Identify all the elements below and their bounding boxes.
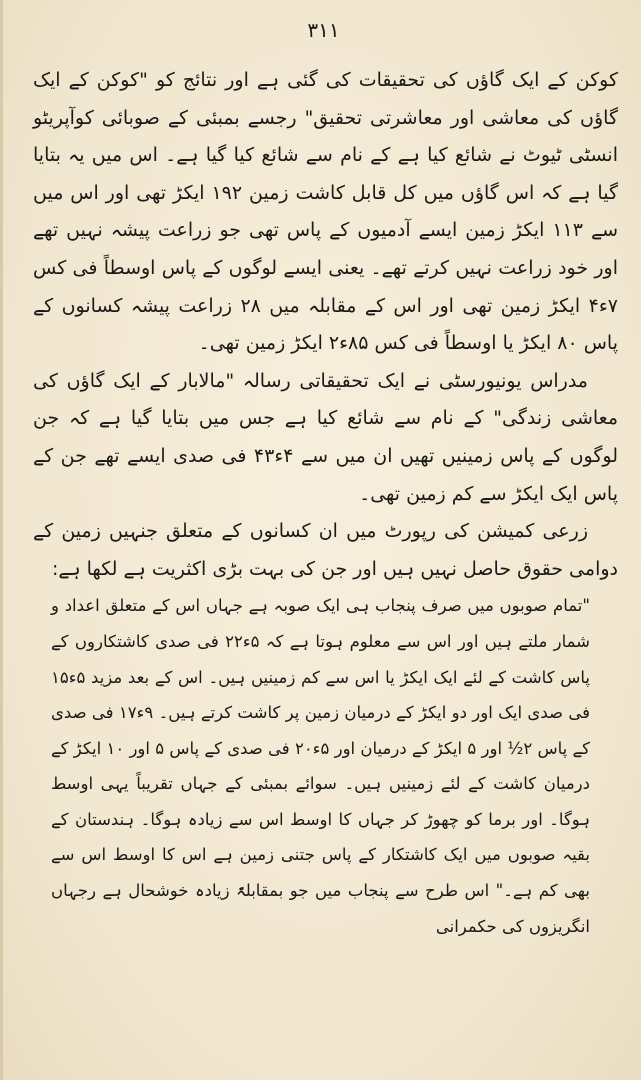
paragraph-agricultural-commission: زرعی کمیشن کی رپورٹ میں ان کسانوں کے متعلق جنہیں زمین کے دوامی حقوق حاصل نہیں ہیں اور جن کی بہت بڑی اکثریت ہے لکھا ہے: — [33, 520, 618, 580]
page-number: ۳۱۱ — [307, 18, 340, 42]
page-body — [33, 62, 618, 944]
paragraph-madras-university: مدراس یونیورسٹی نے ایک تحقیقاتی رسالہ "مالابار کے ایک گاؤں کی معاشی زندگی" کے نام سے شائع کیا ہے جس میں بتایا گیا ہے کہ جن لوگوں کے پاس زمینیں تھیں ان میں سے ۴ء۴۳ فی صدی ایسے تھے جن کے پاس ایک ایکڑ سے کم زمین تھی۔ — [33, 369, 618, 505]
quoted-report-passage: "تمام صوبوں میں صرف پنجاب ہی ایک صوبہ ہے جہاں اس کے متعلق اعداد و شمار ملتے ہیں اور اس سے معلوم ہوتا ہے کہ ۵ء۲۲ فی صدی کاشتکاروں کے پاس کاشت کے لئے ایک ایکڑ یا اس سے کم زمینیں ہیں۔ اس کے بعد مزید ۵ء۱۵ فی صدی ایک اور دو ایکڑ کے درمیان زمین پر کاشت کرتے ہیں۔ ۹ء۱۷ فی صدی کے پاس ۲½ اور ۵ ایکڑ کے درمیان اور ۵ء۲۰ فی صدی کے پاس ۵ اور ۱۰ ایکڑ کے درمیان کاشت کے لئے زمینیں ہیں۔ سوائے بمبئی کے جہاں تقریباً یہی اوسط ہوگا۔ اور برما کو چھوڑ کر جہاں کا اوسط اس سے زیادہ ہوگا۔ ہندستان کے بقیہ صوبوں میں ایک کاشتکار کے پاس جتنی زمین ہے اس کا اوسط اس سے بھی کم ہے۔" اس طرح سے پنجاب میں جو بمقابلۃً زیادہ خوشحال ہے رجہاں انگریزوں کی حکمرانی — [51, 596, 590, 936]
paragraph-kokan-village: کوکن کے ایک گاؤں کی تحقیقات کی گئی ہے اور نتائج کو "کوکن کے ایک گاؤں کی معاشی اور معاشرتی تحقیق" رجسے بمبئی کے صوبائی کوآپریٹو انسٹی ٹیوٹ نے شائع کیا ہے کے نام سے شائع کیا گیا ہے۔ اس میں یہ بتایا گیا ہے کہ اس گاؤں میں کل قابل کاشت زمین ۱۹۲ ایکڑ تھی اور اس میں سے ۱۱۳ ایکڑ زمین ایسے آدمیوں کے پاس تھی جو زراعت پیشہ نہیں تھے اور خود زراعت نہیں کرتے تھے۔ یعنی ایسے لوگوں کے پاس اوسطاً فی کس ۷ء۴ ایکڑ زمین تھی اور اس کے مقابلہ میں ۲۸ زراعت پیشہ کسانوں کے پاس ۸۰ ایکڑ یا اوسطاً فی کس ۸۵ء۲ ایکڑ زمین تھی۔ — [33, 69, 619, 355]
